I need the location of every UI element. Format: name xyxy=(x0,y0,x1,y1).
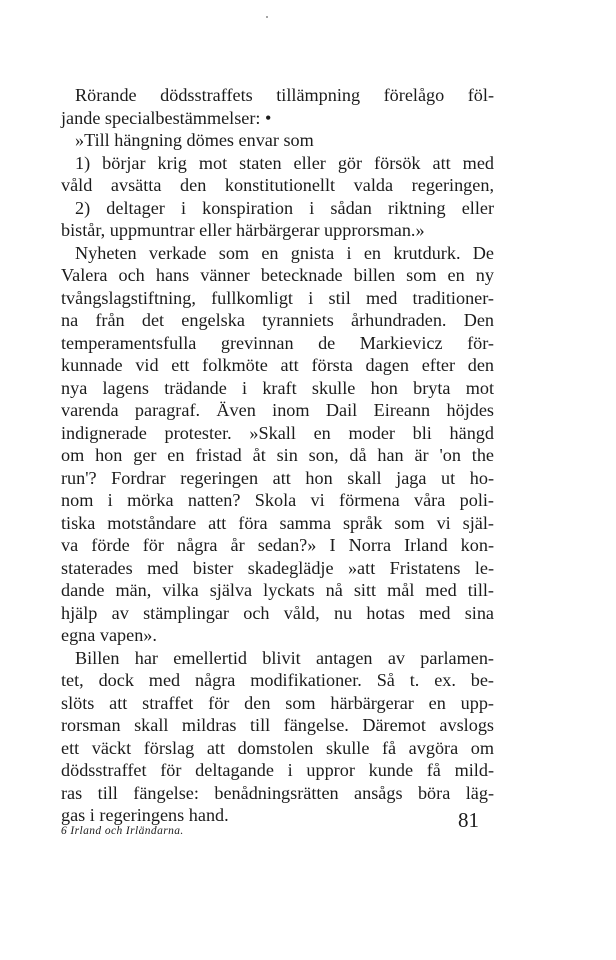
text-line: nom i mörka natten? Skola vi förmena våra poli- xyxy=(61,490,494,510)
text-line: na från det engelska tyranniets århundraden. Den xyxy=(61,310,494,330)
text-line: rorsman skall mildras till fängelse. Däremot avslogs xyxy=(61,715,494,735)
text-line: tvångslagstiftning, fullkomligt i stil med traditioner- xyxy=(61,287,494,308)
page-number: 81 xyxy=(458,808,479,832)
text-line: gas i regeringens hand. xyxy=(61,805,229,825)
text-line: 2) deltager i konspiration i sådan riktning eller xyxy=(75,197,494,218)
text-line: kunnade vid ett folkmöte att första dagen efter den xyxy=(61,355,494,375)
text-line: Rörande dödsstraffets tillämpning förelågo föl- xyxy=(75,85,494,105)
text-line: Billen har emellertid blivit antagen av parlamen- xyxy=(75,647,494,668)
text-line: indignerade protester. »Skall en moder bli hängd xyxy=(61,422,494,443)
text-line: »Till hängning dömes envar som xyxy=(75,130,314,150)
text-line: ras till fängelse: benådningsrätten ansågs böra läg- xyxy=(61,782,494,803)
text-line: run'? Fordrar regeringen att hon skall jaga ut ho- xyxy=(61,467,494,488)
text-line: tiska motståndare att föra samma språk som vi själ- xyxy=(61,512,494,533)
text-line: 1) börjar krig mot staten eller gör försök att med xyxy=(75,152,494,173)
text-line: va förde för några år sedan?» I Norra Irland kon- xyxy=(61,535,494,555)
body-text xyxy=(61,84,494,827)
text-line: Valera och hans vänner betecknade billen som en ny xyxy=(61,265,494,285)
text-line: egna vapen». xyxy=(61,625,157,645)
footer-signature: 6 Irland och Irländarna. xyxy=(61,825,184,837)
text-line: varenda paragraf. Även inom Dail Eireann höjdes xyxy=(61,400,494,420)
text-line: temperamentsfulla grevinnan de Markievicz för- xyxy=(61,332,494,353)
text-line: Nyheten verkade som en gnista i en krutdurk. De xyxy=(75,242,494,263)
text-line: slöts att straffet för den som härbärgerar en upp- xyxy=(61,692,494,713)
text-line: nya lagens trädande i kraft skulle hon bryta mot xyxy=(61,377,494,398)
text-line: dödsstraffet för deltagande i uppror kunde få mild- xyxy=(61,760,494,780)
text-line: tet, dock med några modifikationer. Så t. ex. be- xyxy=(61,670,494,690)
text-line: ett väckt förslag att domstolen skulle få avgöra om xyxy=(61,737,494,758)
stray-ink-mark xyxy=(266,16,268,18)
text-line: dande män, vilka själva lyckats nå sitt mål med till- xyxy=(61,580,494,600)
text-line: våld avsätta den konstitutionellt valda regeringen, xyxy=(61,175,494,195)
text-line: om hon ger en fristad åt sin son, då han är 'on the xyxy=(61,445,494,465)
text-line: staterades med bister skadeglädje »att Fristatens le- xyxy=(61,557,494,578)
text-line: hjälp av stämplingar och våld, nu hotas med sina xyxy=(61,602,494,623)
text-line: jande specialbestämmelser: • xyxy=(61,107,272,128)
text-line: bistår, uppmuntrar eller härbärgerar upprorsman.» xyxy=(61,220,425,240)
